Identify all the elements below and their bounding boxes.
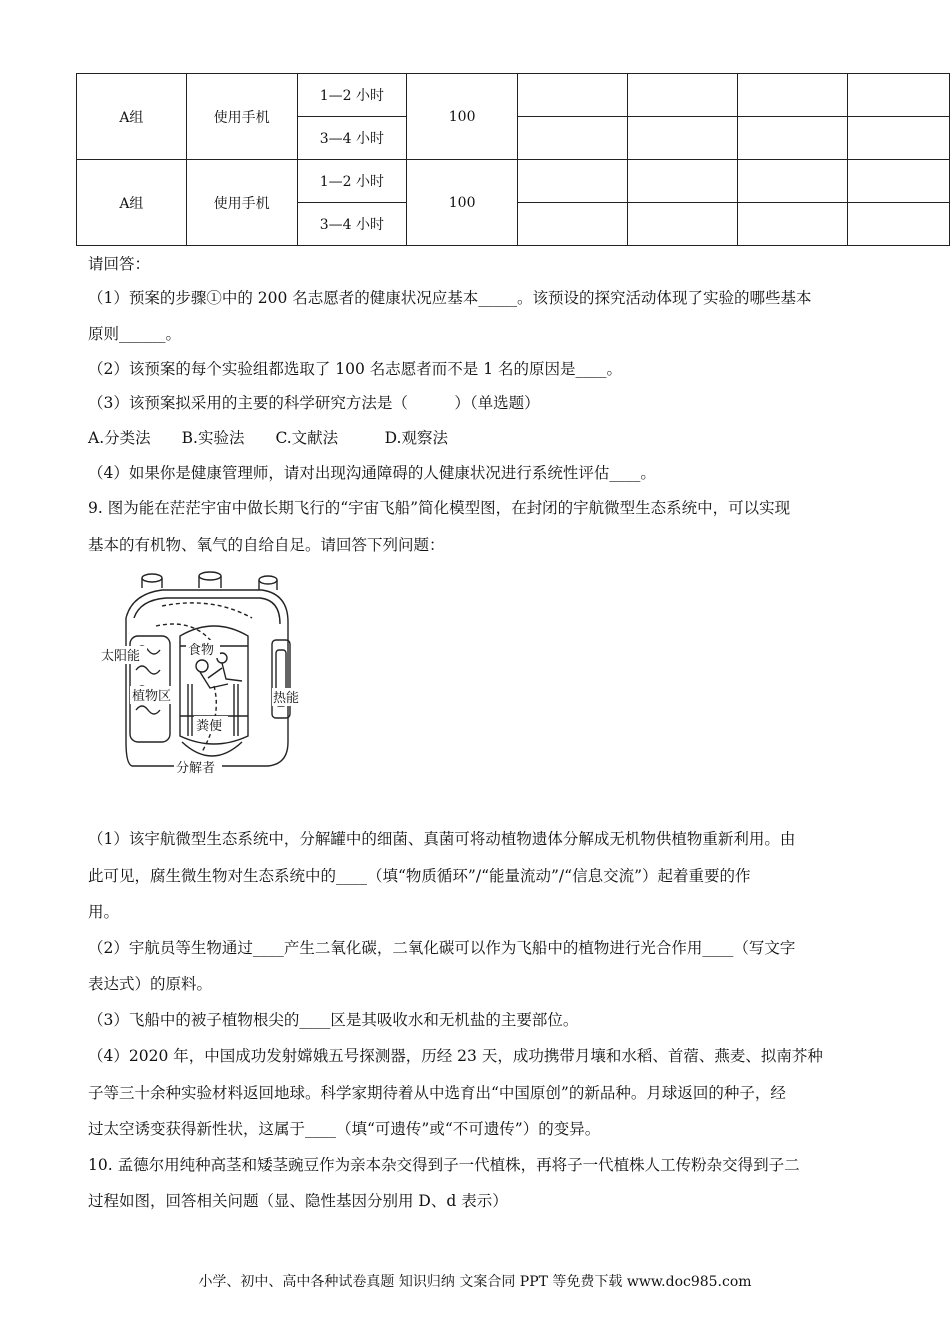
- text-line: A.分类法 B.实验法 C.文献法 D.观察法: [88, 429, 448, 447]
- text-line: 子等三十余种实验材料返回地球。科学家期待着从中选育出“中国原创”的新品种。月球返回的种子，经: [88, 1084, 786, 1102]
- text-line: 9. 图为能在茫茫宇宙中做长期飞行的“宇宙飞船”简化模型图，在封闭的宇航微型生态系统中，可以实现: [88, 499, 791, 517]
- text-line: 原则______。: [88, 325, 182, 343]
- label-food: 食物: [188, 643, 215, 658]
- text-line: （3）飞船中的被子植物根尖的____区是其吸收水和无机盐的主要部位。: [88, 1011, 579, 1029]
- text-line: （2）宇航员等生物通过____产生二氧化碳，二氧化碳可以作为飞船中的植物进行光合作用____（写文字: [88, 939, 796, 957]
- text-line: 基本的有机物、氧气的自给自足。请回答下列问题：: [88, 536, 445, 554]
- empty-cell: [627, 74, 738, 117]
- spaceship-diagram: [92, 566, 302, 788]
- text-line: （4）2020 年，中国成功发射嫦娥五号探测器，历经 23 天，成功携带月壤和水稻、首蓿、燕麦、拟南芥种: [88, 1047, 823, 1065]
- empty-cell: [738, 203, 848, 246]
- time-cell: 3—4 小时: [297, 117, 407, 160]
- empty-cell: [518, 117, 628, 160]
- count-cell: 100: [407, 160, 518, 246]
- group-cell: A组: [77, 74, 187, 160]
- time-cell: 1—2 小时: [297, 74, 407, 117]
- text-line: （2）该预案的每个实验组都选取了 100 名志愿者而不是 1 名的原因是____。: [88, 360, 623, 378]
- count-cell: 100: [407, 74, 518, 160]
- group-cell: A组: [77, 160, 187, 246]
- label-heat: 热能: [273, 691, 300, 706]
- label-plant-zone: 植物区: [132, 689, 172, 704]
- empty-cell: [518, 203, 628, 246]
- empty-cell: [848, 117, 950, 160]
- empty-cell: [848, 160, 950, 203]
- page-footer: 小学、初中、高中各种试卷真题 知识归纳 文案合同 PPT 等免费下载 www.doc985.com: [198, 1274, 752, 1290]
- empty-cell: [848, 203, 950, 246]
- text-line: 过程如图，回答相关问题（显、隐性基因分别用 D、d 表示）: [88, 1192, 508, 1210]
- text-line: 过太空诱变获得新性状，这属于____（填“可遗传”或“不可遗传”）的变异。: [88, 1120, 601, 1138]
- time-cell: 1—2 小时: [297, 160, 407, 203]
- empty-cell: [848, 74, 950, 117]
- item-cell: 使用手机: [186, 74, 297, 160]
- item-cell: 使用手机: [186, 160, 297, 246]
- time-cell: 3—4 小时: [297, 203, 407, 246]
- empty-cell: [627, 117, 738, 160]
- text-line: （4）如果你是健康管理师，请对出现沟通障碍的人健康状况进行系统性评估____。: [88, 464, 656, 482]
- text-line: （1）预案的步骤①中的 200 名志愿者的健康状况应基本_____。该预设的探究活动体现了实验的哪些基本: [88, 289, 812, 307]
- text-line: 此可见，腐生微生物对生态系统中的____（填“物质循环”/“能量流动”/“信息交流”）起着重要的作: [88, 867, 751, 885]
- text-line: 10. 孟德尔用纯种高茎和矮茎豌豆作为亲本杂交得到子一代植株，再将子一代植株人工传粉杂交得到子二: [88, 1156, 800, 1174]
- text-line: （3）该预案拟采用的主要的科学研究方法是（ ）（单选题）: [88, 394, 540, 412]
- text-line: 请回答：: [88, 255, 151, 273]
- text-line: （1）该宇航微型生态系统中，分解罐中的细菌、真菌可将动植物遗体分解成无机物供植物重新利用。由: [88, 830, 796, 848]
- label-decomposer: 分解者: [176, 761, 216, 776]
- label-feces: 粪便: [196, 719, 223, 734]
- empty-cell: [738, 74, 848, 117]
- empty-cell: [738, 160, 848, 203]
- empty-cell: [627, 160, 738, 203]
- empty-cell: [518, 160, 628, 203]
- experiment-table: [76, 73, 950, 246]
- text-line: 表达式）的原料。: [88, 975, 213, 993]
- empty-cell: [518, 74, 628, 117]
- text-line: 用。: [88, 903, 120, 921]
- empty-cell: [738, 117, 848, 160]
- empty-cell: [627, 203, 738, 246]
- label-solar: 太阳能: [101, 649, 141, 664]
